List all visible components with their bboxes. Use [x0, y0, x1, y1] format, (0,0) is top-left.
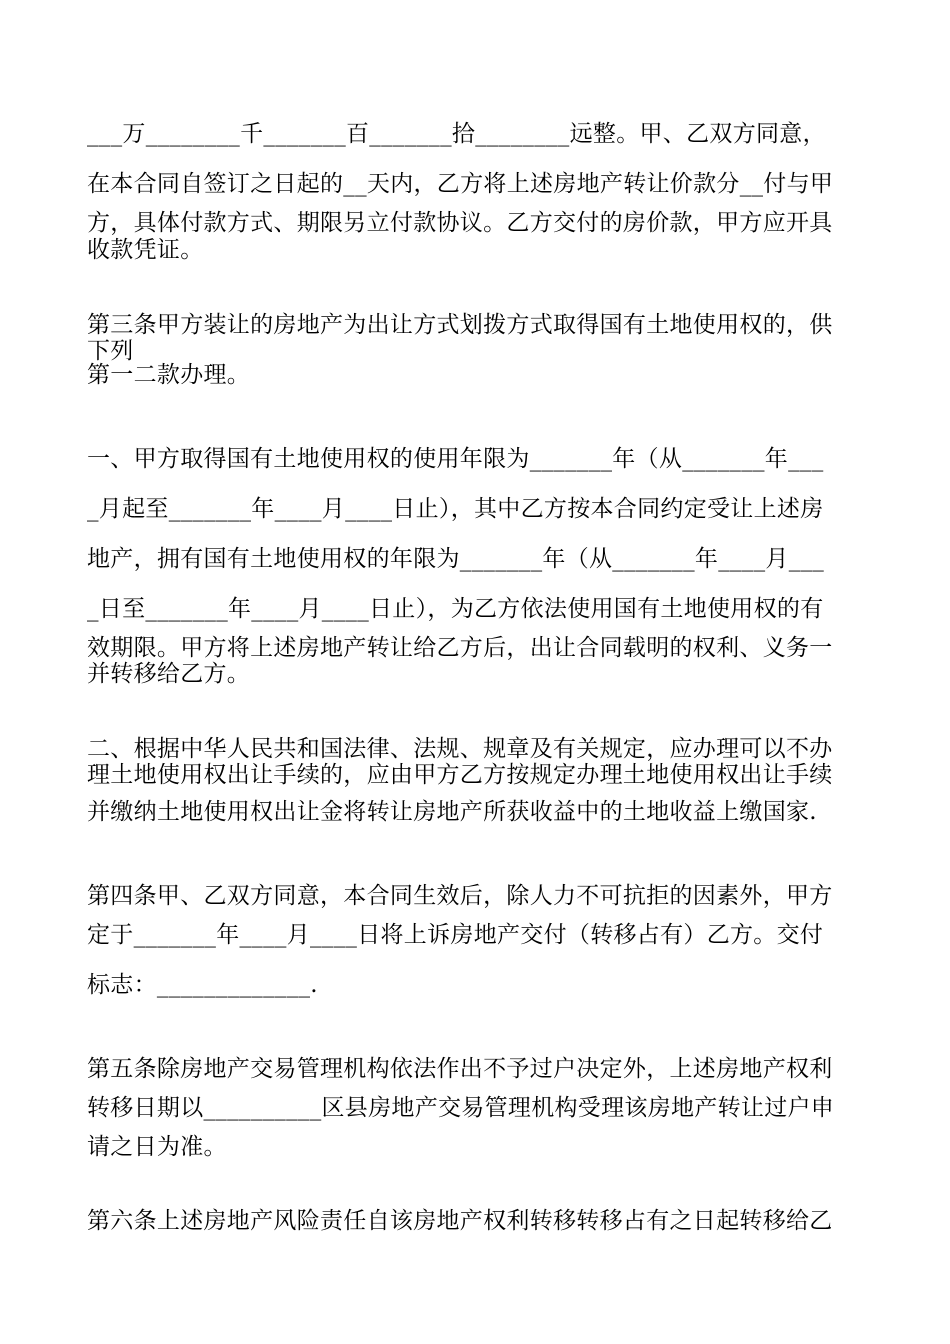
- text-line: 下列: [87, 338, 134, 364]
- text-line: 标志：_____________.: [87, 972, 318, 998]
- text-line: 转移日期以__________区县房地产交易管理机构受理该房地产转让过户申: [87, 1095, 835, 1121]
- text-line: 第一二款办理。: [87, 362, 251, 388]
- text-line: 效期限。甲方将上述房地产转让给乙方后，出让合同载明的权利、义务一: [87, 635, 833, 661]
- text-line: 第六条上述房地产风险责任自该房地产权利转移转移占有之日起转移给乙: [87, 1208, 833, 1234]
- text-line: 并缴纳土地使用权出让金将转让房地产所获收益中的土地收益上缴国家.: [87, 799, 817, 825]
- text-line: 定于_______年____月____日将上诉房地产交付（转移占有）乙方。交付: [87, 922, 824, 948]
- text-line: 第四条甲、乙双方同意，本合同生效后，除人力不可抗拒的因素外，甲方: [87, 883, 833, 909]
- text-line: 地产，拥有国有土地使用权的年限为_______年（从_______年____月___: [87, 546, 825, 572]
- text-line: 请之日为准。: [87, 1134, 227, 1160]
- text-line: 在本合同自签订之日起的__天内，乙方将上述房地产转让价款分__付与甲: [87, 171, 834, 197]
- text-line: _日至_______年____月____日止），为乙方依法使用国有土地使用权的有: [87, 596, 824, 622]
- text-line: ___万________千_______百_______拾________远整。甲、乙双方同意，: [87, 121, 826, 147]
- text-line: 理土地使用权出让手续的，应由甲方乙方按规定办理土地使用权出让手续: [87, 762, 833, 788]
- text-line: 第五条除房地产交易管理机构依法作出不予过户决定外，上述房地产权利: [87, 1056, 833, 1082]
- text-line: 第三条甲方装让的房地产为出让方式划拨方式取得国有土地使用权的，供: [87, 312, 833, 338]
- text-line: 收款凭证。: [87, 237, 204, 263]
- text-line: 并转移给乙方。: [87, 661, 251, 687]
- text-line: 一、甲方取得国有土地使用权的使用年限为_______年（从_______年___: [87, 446, 824, 472]
- text-line: _月起至_______年____月____日止），其中乙方按本合同约定受让上述房: [87, 496, 824, 522]
- text-line: 二、根据中华人民共和国法律、法规、规章及有关规定，应办理可以不办: [87, 736, 833, 762]
- text-line: 方，具体付款方式、期限另立付款协议。乙方交付的房价款，甲方应开具: [87, 210, 833, 236]
